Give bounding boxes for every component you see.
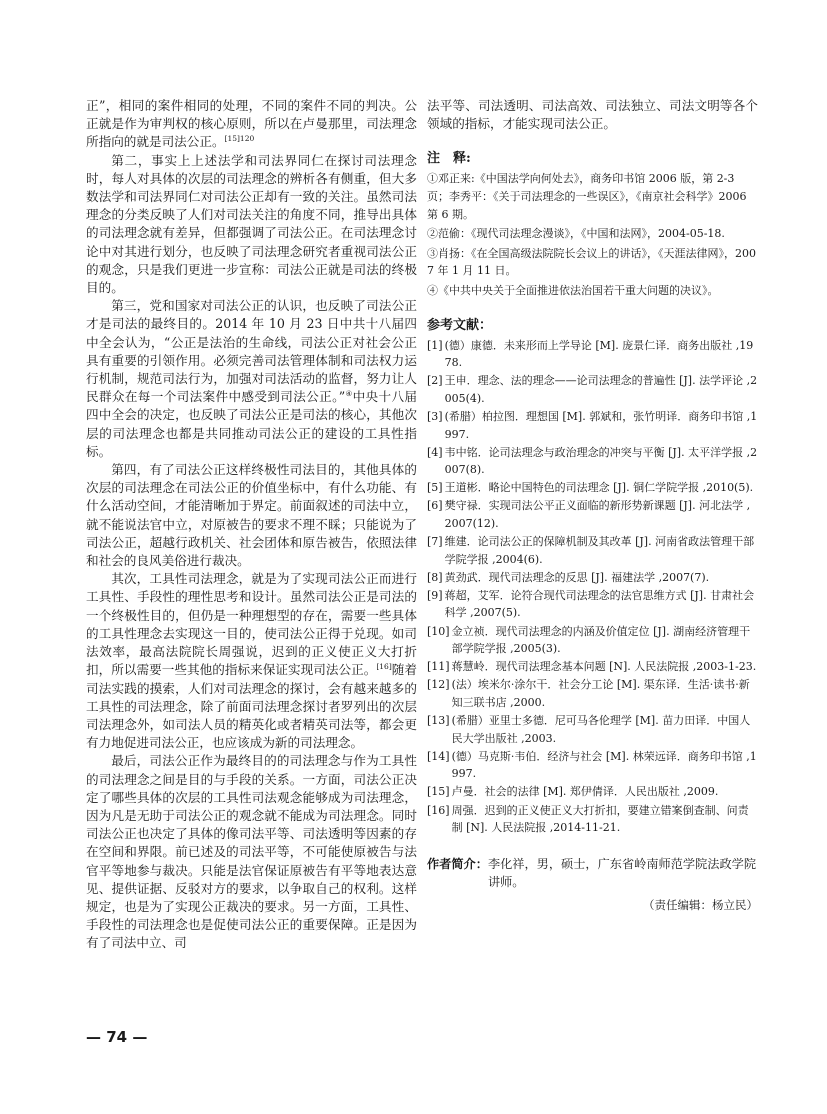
reference-item [427, 587, 758, 622]
reference-number: [3] [427, 409, 443, 423]
paragraph-text: 随着司法实践的摸索，人们对司法理念的探讨，会有越来越多的工具性的司法理念，除了前面司法理念探讨者罗列出的次层司法理念外，如司法人员的精英化或者精英司法等，都会更有力地促进司法公正，也应该成为新的司法理念。 [86, 662, 418, 751]
author-bio-text: 李化祥，男，硕士，广东省岭南师范学院法政学院讲师。 [487, 856, 757, 889]
reference-text: (法）埃米尔·涂尔干．社会分工论 [M]. 渠东译．生活·读书·新知三联书店 ,2000. [451, 678, 750, 709]
reference-item [427, 783, 758, 801]
reference-number: [11] [427, 660, 450, 674]
reference-item [427, 623, 758, 658]
body-paragraph: 第四，有了司法公正这样终极性司法目的，其他具体的次层的司法理念在司法公正的价值坐标中，有什么功能、有什么活动空间，才能清晰加于界定。前面叙述的司法中立，就不能说法官中立，对原被告的要求不理不睬；只能说为了司法公正，超越行政机关、社会团体和原告被告，依照法律和社会的良风美俗进行裁决。 [86, 462, 417, 569]
page-number: — 74 — [86, 1028, 148, 1046]
reference-text: (德）康德．未来形而上学导论 [M]. 庞景仁译．商务出版社 ,1978. [444, 338, 754, 370]
reference-text: 樊守禄．实现司法公平正义面临的新形势新课题 [J]. 河北法学 , 2007(12). [444, 499, 751, 530]
reference-number: [15] [427, 785, 450, 799]
paragraph-text: 第三，党和国家对司法公正的认识，也反映了司法公正才是司法的最终目的。2014 年 10 月 23 日中共十八届四中全会认为，“公正是法治的生命线，司法公正对社会公正具有重要的引领作用。必须完善司法管理体制和司法权力运行机制，规范司法行为，加强对司法活动的监督，努力让人民群众在每一个司法案件中感受到司法公正。” [86, 298, 417, 405]
body-paragraph [86, 297, 417, 461]
note-item: ④《中共中央关于全面推进依法治国若干重大问题的决议》。 [427, 283, 719, 297]
reference-text: 韦中铭．论司法理念与政治理念的冲突与平衡 [J]. 太平洋学报 ,2007(8). [444, 445, 758, 477]
note-item: ②范偷：《现代司法理念漫谈》，《中国和法网》，2004-05-18. [427, 227, 725, 241]
paragraph-text: 中央十八届四中全会的决定，也反映了司法公正是司法的核心，其他次层的司法理念也都是共同推动司法公正的建设的工具性指标。 [86, 389, 418, 459]
reference-text: 金立祯．现代司法理念的内涵及价值定位 [J]. 湖南经济管理干部学院学报 ,2005(3). [451, 624, 751, 656]
reference-item [427, 658, 758, 676]
reference-text: (希腊）柏拉图．理想国 [M]. 郭斌和，张竹明译．商务印书馆 ,1997. [444, 409, 758, 441]
reference-text: 维建．论司法公正的保障机制及其改革 [J]. 河南省政法管理干部学院学报 ,2004(6). [444, 535, 755, 566]
reference-text: 王道彬．略论中国特色的司法理念 [J]. 铜仁学院学报 ,2010(5). [444, 481, 754, 495]
reference-item [427, 337, 758, 372]
reference-item [427, 569, 758, 587]
reference-text: 蒋超，艾军．论符合现代司法理念的法官思维方式 [J]. 甘肃社会科学 ,2007(5). [444, 588, 755, 620]
references-heading: 参考文献： [427, 317, 493, 333]
references-list [427, 337, 758, 837]
reference-item [427, 802, 758, 837]
reference-item [427, 676, 758, 711]
reference-number: [8] [427, 570, 443, 584]
responsible-editor: （责任编辑：杨立民） [643, 897, 758, 912]
reference-text: 周强．迟到的正义使正义大打折扣，要建立错案倒查制、问责制 [N]. 人民法院报 ,2014-11-21. [451, 803, 749, 835]
reference-number: [5] [427, 481, 443, 495]
right-column [427, 97, 758, 913]
reference-text: 黄劲武．现代司法理念的反思 [J]. 福建法学 ,2007(7). [444, 570, 710, 584]
reference-text: (希腊）亚里士多德．尼可马各伦理学 [M]. 苗力田译．中国人民大学出版社 ,2003. [451, 714, 751, 745]
body-paragraph [86, 570, 417, 752]
footnote-marker: ④ [345, 389, 353, 399]
reference-item [427, 497, 758, 532]
citation-marker: [15]120 [224, 134, 255, 144]
author-bio [427, 855, 758, 891]
reference-item [427, 444, 758, 479]
reference-number: [12] [427, 678, 450, 692]
citation-marker: [16] [376, 662, 392, 672]
reference-text: 蒋慧岭．现代司法理念基本问题 [N]. 人民法院报 ,2003-1-23. [451, 660, 757, 674]
note-item: ③肖扬：《在全国高级法院院长会议上的讲话》，《天涯法律网》，2007 年 1 月 11 日。 [427, 246, 756, 278]
left-column [86, 97, 417, 953]
reference-number: [7] [427, 535, 443, 549]
reference-text: 卢曼．社会的法律 [M]. 郑伊倩译．人民出版社 ,2009. [451, 785, 719, 799]
reference-text: (德）马克斯·韦伯．经济与社会 [M]. 林荣远译．商务印书馆 ,1997. [451, 749, 757, 781]
reference-number: [2] [427, 374, 443, 388]
reference-item [427, 479, 758, 497]
reference-number: [13] [427, 714, 450, 728]
reference-number: [10] [427, 624, 450, 638]
notes-list [427, 170, 758, 299]
body-paragraph [86, 97, 417, 152]
reference-text: 王申．理念、法的理念——论司法理念的普遍性 [J]. 法学评论 ,2005(4). [444, 374, 758, 405]
body-paragraph: 第二，事实上上述法学和司法界同仁在探讨司法理念时，每人对具体的次层的司法理念的辨析各有侧重，但大多数法学和司法界同仁对司法公正却有一致的关注。虽然司法理念的分类反映了人们对司法关注的角度不同，推导出具体的司法理念就有差异，但都强调了司法公正。在司法理念讨论中对其进行划分，也反映了司法理念研究者重视司法公正的观念，只是我们更进一步宣称：司法公正就是司法的终极目的。 [86, 152, 417, 296]
paragraph-text: 其次，工具性司法理念，就是为了实现司法公正而进行工具性、手段性的理性思考和设计。虽然司法公正是司法的一个终极性目的，但仍是一种理想型的存在，需要一些具体的工具性理念去实现这一目的，使司法公正得于兑现。如司法效率，最高法院院长周强说，迟到的正义使正义大打折扣，所以需要一些其他的指标来保证实现司法公正。 [86, 571, 417, 678]
reference-item [427, 712, 758, 747]
paragraph-text: 正”，相同的案件相同的处理，不同的案件不同的判决。公正就是作为审判权的核心原则，所以在卢曼那里，司法理念所指向的就是司法公正。 [86, 98, 417, 150]
reference-number: [16] [427, 803, 450, 817]
reference-number: [4] [427, 445, 443, 459]
reference-number: [14] [427, 749, 450, 763]
body-paragraph: 法平等、司法透明、司法高效、司法独立、司法文明等各个领域的指标，才能实现司法公正。 [427, 98, 758, 132]
reference-number: [9] [427, 588, 443, 602]
reference-item [427, 748, 758, 783]
reference-number: [1] [427, 338, 443, 352]
reference-item [427, 408, 758, 443]
reference-item [427, 372, 758, 407]
body-paragraph: 最后，司法公正作为最终目的的司法理念与作为工具性的司法理念之间是目的与手段的关系。一方面，司法公正决定了哪些具体的次层的工具性司法观念能够成为司法理念，因为凡是无助于司法公正的观念就不能成为司法理念。同时司法公正也决定了具体的像司法平等、司法透明等因素的存在空间和界限。前已述及的司法平等，不可能使原被告与法官平等地参与裁决。只能是法官保证原被告有平等地表达意见、提供证据、反驳对方的要求，以争取自己的权利。这样规定，也是为了实现公正裁决的要求。另一方面，工具性、手段性的司法理念也是促使司法公正的重要保障。正是因为有了司法中立、司 [86, 753, 417, 951]
reference-number: [6] [427, 499, 443, 513]
reference-item [427, 533, 758, 568]
author-bio-label: 作者简介： [427, 856, 488, 871]
notes-heading: 注 释: [427, 151, 471, 167]
note-item: ①邓正来:《中国法学向何处去》，商务印书馆 2006 版，第 2-3 页；李秀平：《关于司法理念的一些误区》，《南京社会科学》2006 第 6 期。 [427, 172, 747, 221]
